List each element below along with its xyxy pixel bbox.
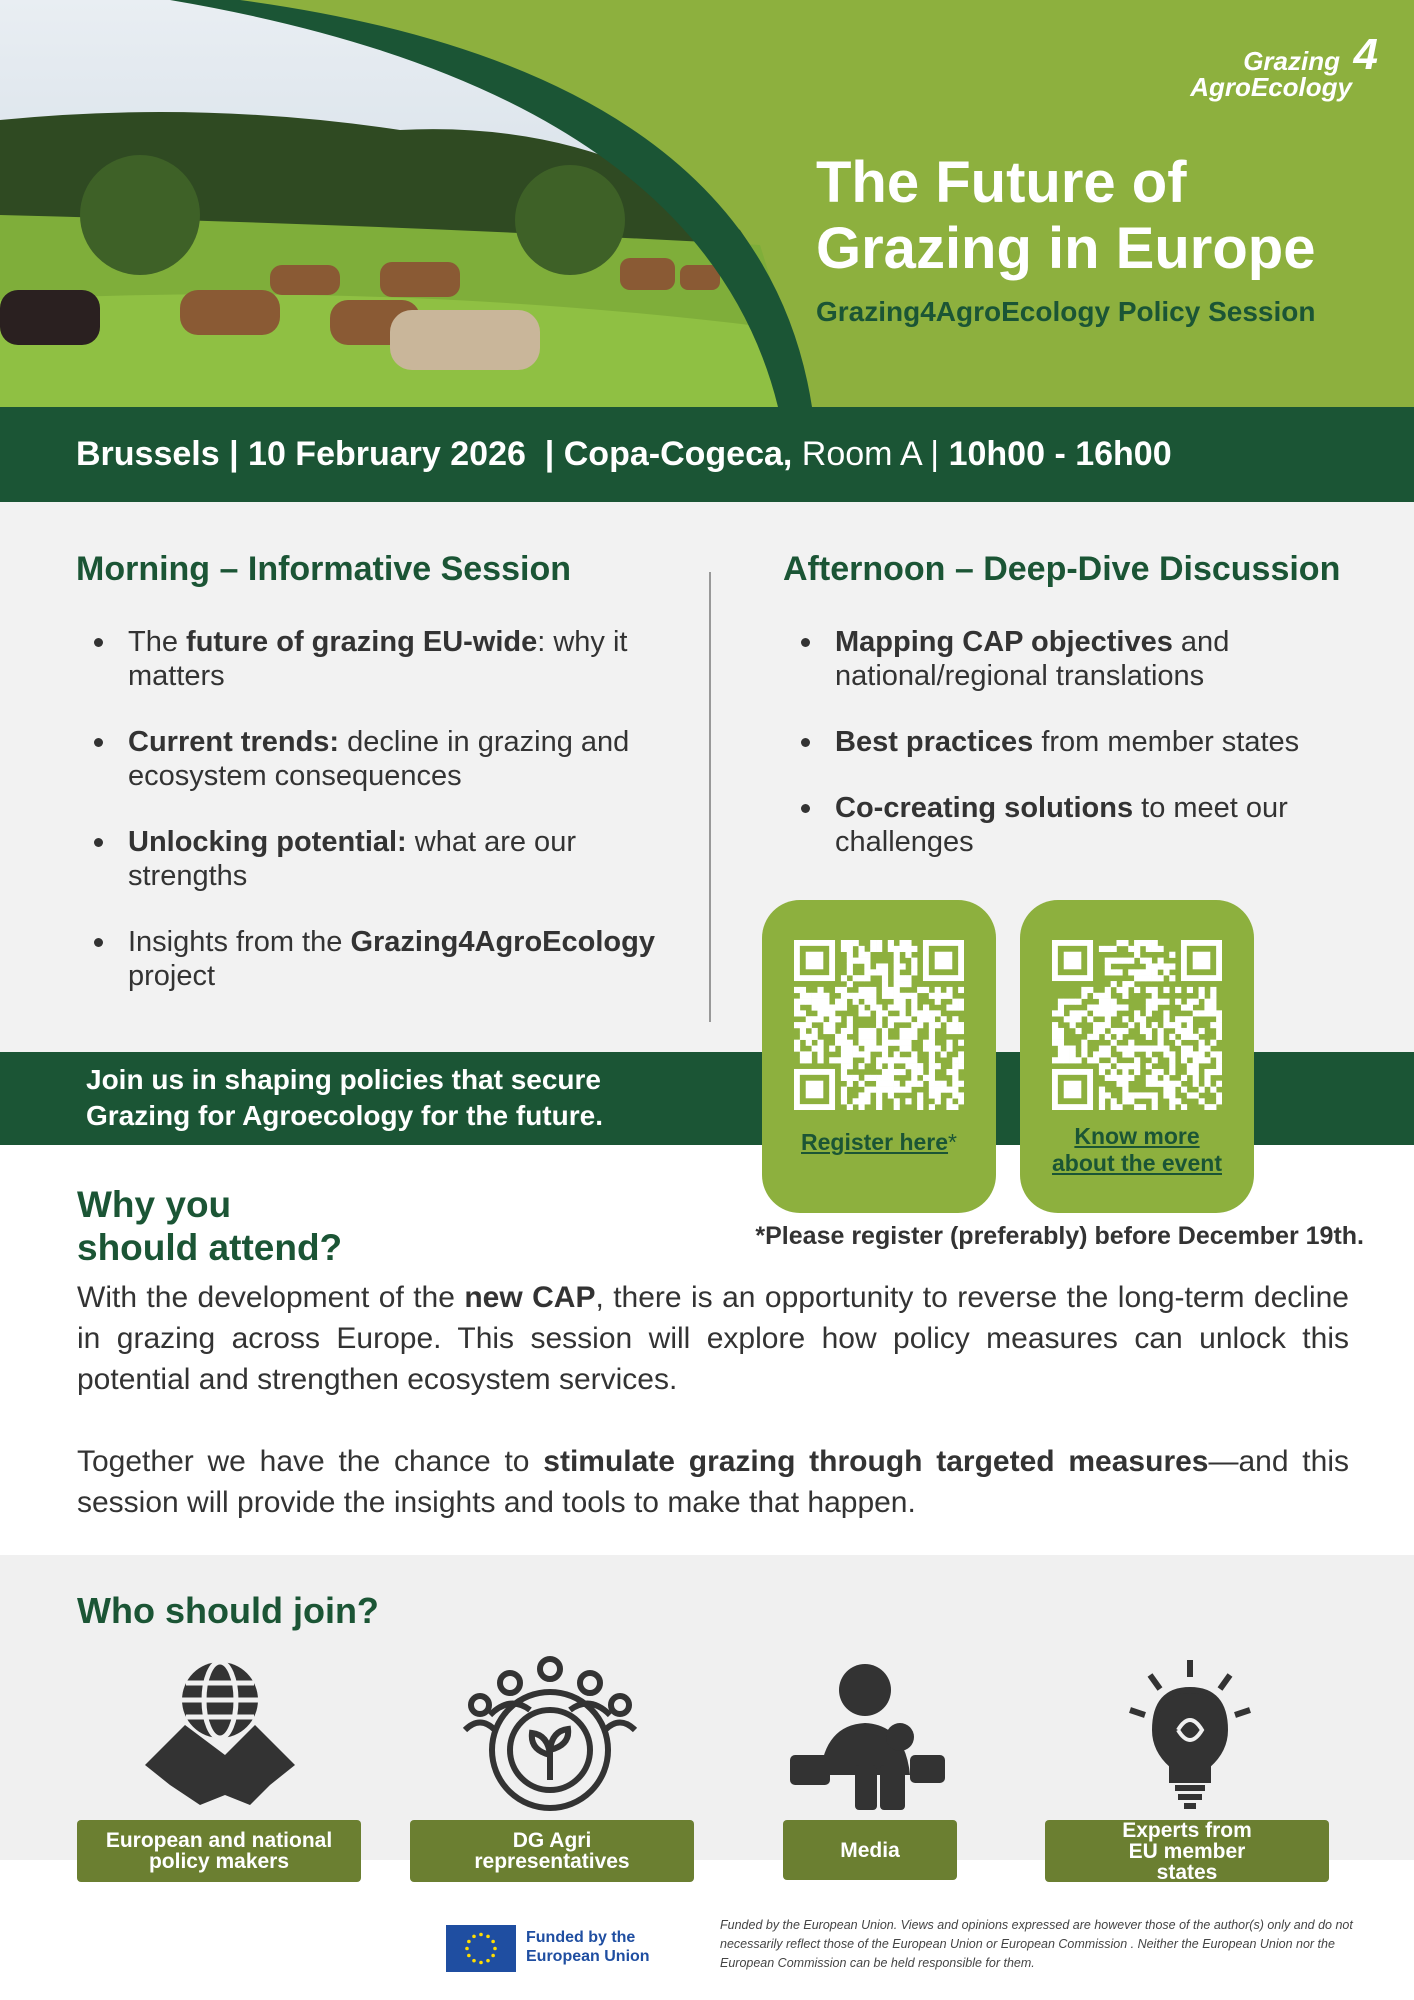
bullet-post: from member states [1033, 726, 1300, 758]
bullet-bold: Co-creating solutions [835, 792, 1134, 824]
register-asterisk: * [948, 1129, 957, 1155]
p1-text-end: , there is an opportunity to reverse the long-term decline in grazing across Europe. This session will explore how policy measures can unlock this potential and strengthen ecosystem services. [77, 1281, 1349, 1396]
media-person-icon [780, 1655, 960, 1815]
why-paragraph-1 [77, 1277, 1349, 1400]
title-line1: The Future of [816, 150, 1187, 215]
bullet-post: project [128, 960, 216, 992]
morning-list [76, 625, 656, 1025]
p2-text: Together we have the chance to [77, 1445, 544, 1478]
register-label: Register here [801, 1129, 949, 1155]
bullet-bold: Grazing4AgroEcology [350, 926, 655, 958]
audience-policy-makers: European and national policy makers [77, 1820, 361, 1882]
bullet-pre: The [128, 626, 187, 658]
why-heading-line1: Why you [77, 1184, 232, 1225]
bullet-item [76, 925, 656, 993]
why-paragraph-2 [77, 1441, 1349, 1523]
know-more-card[interactable] [1020, 900, 1254, 1213]
join-line1: Join us in shaping policies that secure [86, 1064, 602, 1095]
disclaimer: Funded by the European Union. Views and opinions expressed are however those of the author(s) only and do not necessarily reflect those of the European Union or European Commission . Neither the European Union nor the European Commission can be held responsible for them. [720, 1918, 1353, 1970]
subtitle: Grazing4AgroEcology Policy Session [816, 296, 1316, 327]
audience-experts: Experts from EU member states [1045, 1820, 1329, 1882]
bullet-post: what are our strengths [128, 826, 576, 892]
register-link[interactable] [762, 1129, 996, 1156]
city-date: Brussels | 10 February 2026 [76, 435, 526, 473]
audience-media: Media [783, 1820, 957, 1880]
group-plant-icon [460, 1655, 640, 1815]
room: Room A | [792, 435, 949, 473]
logo-line2: AgroEcology [1190, 72, 1352, 102]
bullet-item [76, 725, 656, 793]
why-heading [77, 1183, 342, 1269]
bullet-post: decline in grazing and ecosystem consequences [128, 726, 630, 792]
page-title [816, 150, 1396, 282]
bullet-bold: Mapping CAP objectives [835, 626, 1173, 658]
audience-dg-agri: DG Agri representatives [410, 1820, 694, 1882]
event-info-band [0, 407, 1414, 502]
registration-note: *Please register (preferably) before December 19th. [755, 1222, 1364, 1250]
grazing4agroecology-logo [1190, 30, 1378, 102]
who-heading: Who should join? [77, 1590, 379, 1631]
logo-line1: Grazing [1243, 46, 1340, 76]
p2-text-end: —and this session will provide the insights and tools to make that happen. [77, 1445, 1349, 1519]
why-heading-line2: should attend? [77, 1227, 343, 1268]
separator: | [525, 435, 564, 473]
column-divider [709, 572, 711, 1022]
bullet-bold: Unlocking potential: [128, 826, 407, 858]
bullet-bold: Best practices [835, 726, 1034, 758]
join-line2: Grazing for Agroecology for the future. [86, 1100, 603, 1131]
bullet-bold: future of grazing EU-wide [186, 626, 538, 658]
p1-bold: new CAP [464, 1281, 596, 1314]
time: 10h00 - 16h00 [948, 435, 1172, 473]
bullet-item [76, 825, 656, 893]
afternoon-list [783, 625, 1383, 891]
register-qr-code[interactable] [794, 940, 964, 1110]
lightbulb-brain-icon [1100, 1655, 1280, 1815]
bullet-pre: Insights from the [128, 926, 351, 958]
logo-four: 4 [1353, 30, 1378, 79]
bullet-item [76, 625, 656, 693]
title-line2: Grazing in Europe [816, 216, 1316, 281]
afternoon-heading: Afternoon – Deep-Dive Discussion [783, 550, 1341, 588]
venue: Copa-Cogeca, [563, 435, 793, 473]
bullet-post: : why it matters [128, 626, 628, 692]
globe-handshake-icon [130, 1655, 310, 1815]
bullet-post: and national/regional translations [835, 626, 1230, 692]
bullet-item [783, 625, 1383, 693]
bullet-item [783, 725, 1383, 759]
register-card[interactable] [762, 900, 996, 1213]
morning-heading: Morning – Informative Session [76, 550, 571, 588]
p2-bold: stimulate grazing through targeted measures [543, 1445, 1209, 1478]
event-info-qr-code[interactable] [1052, 940, 1222, 1110]
eu-flag-icon [446, 1925, 516, 1972]
p1-text: With the development of the [77, 1281, 465, 1314]
know-more-link[interactable]: Know more about the event [1052, 1123, 1222, 1176]
bullet-bold: Current trends: [128, 726, 340, 758]
bullet-item [783, 791, 1383, 859]
bullet-post: to meet our challenges [835, 792, 1288, 858]
eu-funding-label: Funded by the European Union [526, 1929, 650, 1965]
